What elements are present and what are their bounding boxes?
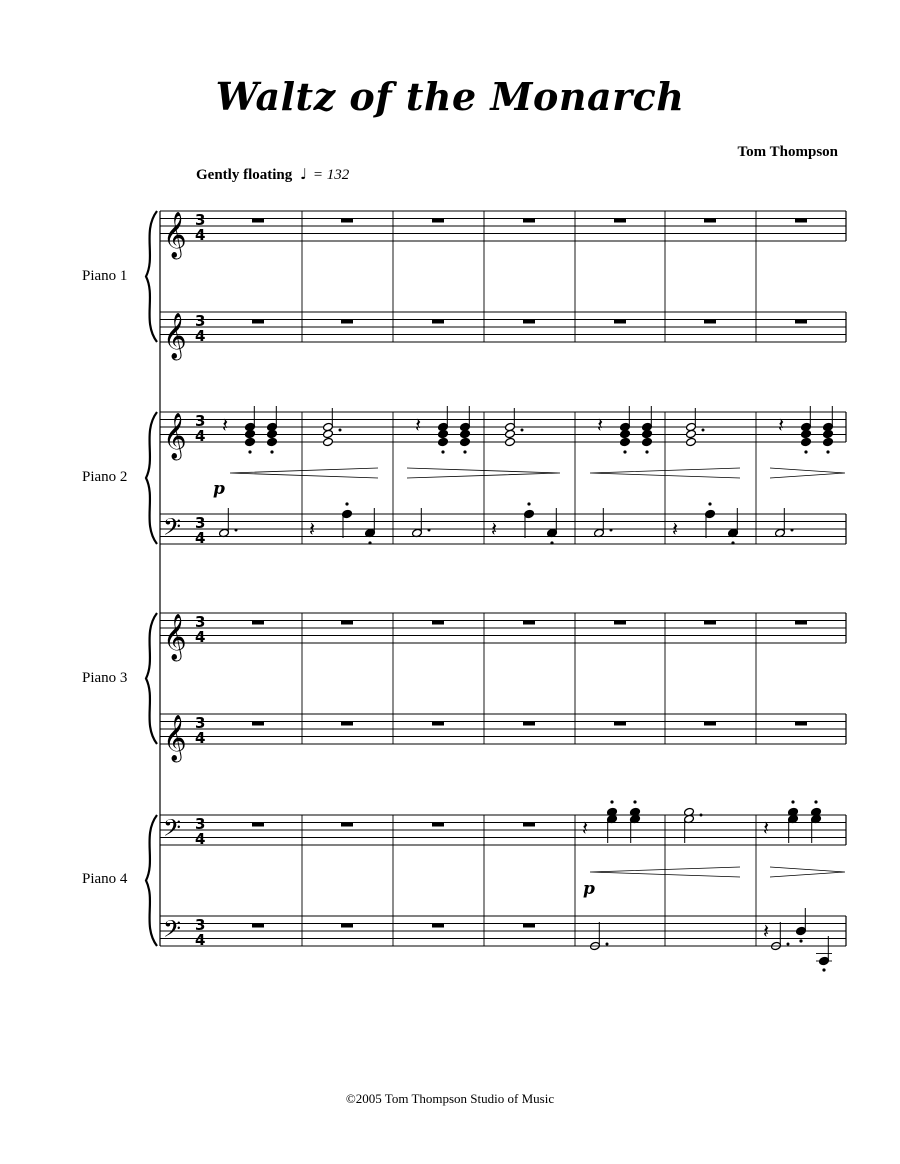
dynamic-piano-2: p — [213, 479, 225, 499]
note-head — [438, 429, 449, 438]
time-signature-bottom: 4 — [195, 427, 206, 445]
time-signature-top: 3 — [195, 312, 206, 330]
note-layer — [219, 219, 845, 972]
augmentation-dot — [339, 429, 342, 432]
time-signature-bottom: 4 — [195, 830, 206, 848]
time-signature-bottom: 4 — [195, 729, 206, 747]
note-head — [438, 437, 449, 446]
quarter-rest-icon: 𝄽 — [415, 413, 422, 437]
staccato-dot — [814, 800, 817, 803]
whole-rest — [252, 924, 264, 928]
staccato-dot — [799, 939, 802, 942]
composer-name: Tom Thompson — [737, 144, 838, 160]
quarter-rest-icon: 𝄽 — [309, 517, 316, 541]
quarter-rest-icon: 𝄽 — [222, 413, 229, 437]
decrescendo-hairpin — [407, 468, 560, 478]
instrument-label-piano-2: Piano 2 — [82, 469, 128, 485]
note-head — [642, 429, 653, 438]
whole-rest — [523, 722, 535, 726]
quarter-rest-icon: 𝄽 — [763, 919, 770, 943]
whole-rest — [432, 320, 444, 324]
whole-rest — [614, 219, 626, 223]
brace — [146, 211, 157, 342]
note-head — [686, 437, 697, 446]
time-signature-bottom: 4 — [195, 226, 206, 244]
quarter-rest-icon: 𝄽 — [778, 413, 785, 437]
staccato-dot — [441, 450, 444, 453]
note-head — [460, 429, 471, 438]
treble-clef-icon: 𝄞 — [163, 313, 187, 359]
note-head — [267, 437, 278, 446]
whole-rest — [704, 320, 716, 324]
instrument-label-piano-4: Piano 4 — [82, 871, 128, 887]
whole-rest — [432, 722, 444, 726]
time-signature-top: 3 — [195, 514, 206, 532]
whole-rest — [704, 219, 716, 223]
whole-rest — [341, 621, 353, 625]
staccato-dot — [633, 800, 636, 803]
whole-rest — [523, 924, 535, 928]
whole-rest — [432, 924, 444, 928]
decrescendo-hairpin — [770, 468, 845, 478]
staccato-dot — [610, 800, 613, 803]
treble-clef-icon: 𝄞 — [163, 715, 187, 761]
staccato-dot — [791, 800, 794, 803]
score-title: Waltz of the Monarch — [215, 74, 685, 119]
bass-clef-icon: 𝄢 — [163, 513, 182, 546]
time-signature-top: 3 — [195, 815, 206, 833]
note-head — [823, 429, 834, 438]
time-signature-bottom: 4 — [195, 529, 206, 547]
whole-rest — [614, 320, 626, 324]
whole-rest — [523, 320, 535, 324]
staccato-dot — [463, 450, 466, 453]
staccato-dot — [270, 450, 273, 453]
note-head — [642, 437, 653, 446]
note-head — [245, 437, 256, 446]
augmentation-dot — [235, 529, 238, 532]
whole-rest — [432, 621, 444, 625]
treble-clef-icon: 𝄞 — [163, 212, 187, 258]
whole-rest — [614, 722, 626, 726]
instrument-label-piano-1: Piano 1 — [82, 268, 128, 284]
staccato-dot — [708, 502, 711, 505]
whole-rest — [704, 722, 716, 726]
quarter-rest-icon: 𝄽 — [597, 413, 604, 437]
whole-rest — [341, 924, 353, 928]
brace — [146, 412, 157, 544]
bass-clef-icon: 𝄢 — [163, 915, 182, 948]
whole-rest — [252, 219, 264, 223]
note-head — [245, 429, 256, 438]
whole-rest — [341, 219, 353, 223]
whole-rest — [252, 823, 264, 827]
augmentation-dot — [700, 814, 703, 817]
staccato-dot — [804, 450, 807, 453]
time-signature-bottom: 4 — [195, 628, 206, 646]
whole-rest — [341, 722, 353, 726]
treble-clef-icon: 𝄞 — [163, 413, 187, 459]
dynamic-piano-4: p — [583, 879, 595, 899]
whole-rest — [432, 219, 444, 223]
whole-rest — [432, 823, 444, 827]
staccato-dot — [368, 541, 371, 544]
time-signature-top: 3 — [195, 613, 206, 631]
instrument-label-piano-3: Piano 3 — [82, 670, 128, 686]
note-head — [823, 437, 834, 446]
whole-rest — [523, 621, 535, 625]
whole-rest — [795, 320, 807, 324]
augmentation-dot — [428, 529, 431, 532]
quarter-rest-icon: 𝄽 — [582, 816, 589, 840]
staccato-dot — [527, 502, 530, 505]
note-head — [620, 429, 631, 438]
time-signature-bottom: 4 — [195, 931, 206, 949]
note-head — [505, 429, 516, 438]
time-signature-top: 3 — [195, 714, 206, 732]
brace — [146, 815, 157, 946]
whole-rest — [523, 219, 535, 223]
whole-rest — [341, 320, 353, 324]
staff-layer — [146, 211, 846, 949]
quarter-rest-icon: 𝄽 — [491, 517, 498, 541]
whole-rest — [795, 722, 807, 726]
brace — [146, 613, 157, 744]
whole-rest — [341, 823, 353, 827]
treble-clef-icon: 𝄞 — [163, 614, 187, 660]
dynamics-layer — [213, 479, 595, 899]
whole-rest — [252, 722, 264, 726]
whole-rest — [252, 621, 264, 625]
note-head — [267, 429, 278, 438]
note-head — [323, 429, 334, 438]
quarter-rest-icon: 𝄽 — [763, 816, 770, 840]
whole-rest — [795, 621, 807, 625]
time-signature-top: 3 — [195, 211, 206, 229]
note-head — [323, 437, 334, 446]
time-signature-top: 3 — [195, 412, 206, 430]
crescendo-hairpin — [230, 468, 378, 478]
whole-rest — [523, 823, 535, 827]
time-signature-top: 3 — [195, 916, 206, 934]
tempo-text: Gently floating — [196, 167, 293, 183]
augmentation-dot — [702, 429, 705, 432]
tempo-value: = 132 — [312, 167, 350, 183]
augmentation-dot — [787, 943, 790, 946]
note-head — [801, 429, 812, 438]
copyright-footer: ©2005 Tom Thompson Studio of Music — [345, 1091, 555, 1106]
whole-rest — [795, 219, 807, 223]
quarter-note-icon: ♩ — [300, 165, 308, 183]
staccato-dot — [645, 450, 648, 453]
staccato-dot — [623, 450, 626, 453]
note-head — [801, 437, 812, 446]
note-head — [505, 437, 516, 446]
augmentation-dot — [606, 943, 609, 946]
bass-clef-icon: 𝄢 — [163, 814, 182, 847]
note-head — [460, 437, 471, 446]
staccato-dot — [731, 541, 734, 544]
whole-rest — [614, 621, 626, 625]
staccato-dot — [550, 541, 553, 544]
whole-rest — [252, 320, 264, 324]
note-head — [686, 429, 697, 438]
whole-rest — [704, 621, 716, 625]
staccato-dot — [345, 502, 348, 505]
augmentation-dot — [791, 529, 794, 532]
staccato-dot — [248, 450, 251, 453]
augmentation-dot — [521, 429, 524, 432]
note-head — [620, 437, 631, 446]
quarter-rest-icon: 𝄽 — [672, 517, 679, 541]
decrescendo-hairpin — [770, 867, 845, 877]
augmentation-dot — [610, 529, 613, 532]
time-signature-bottom: 4 — [195, 327, 206, 345]
staccato-dot — [826, 450, 829, 453]
staccato-dot — [822, 968, 825, 971]
